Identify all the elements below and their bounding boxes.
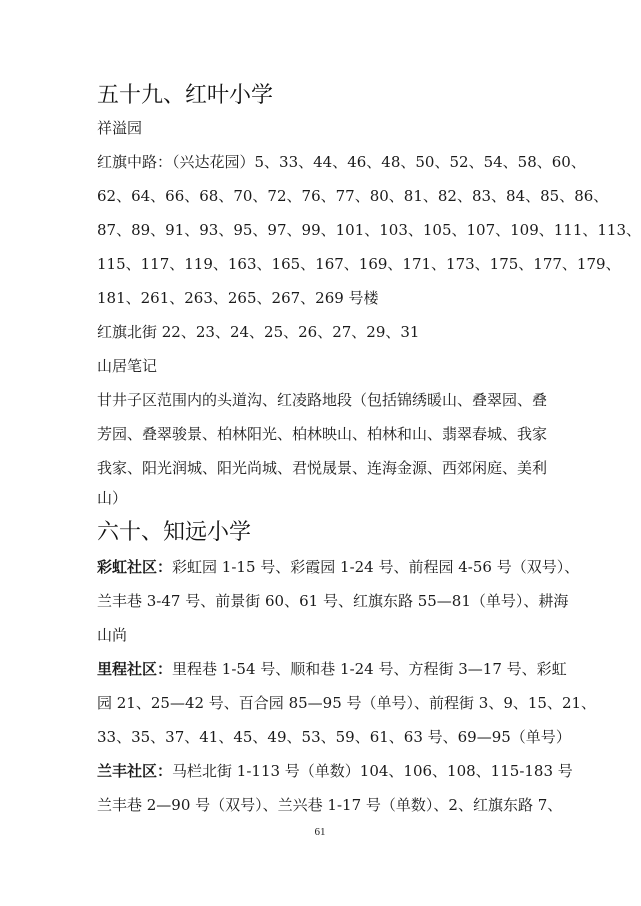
community-line xyxy=(97,658,567,680)
text-line: 115、117、119、163、165、167、169、171、173、175、177、179、 xyxy=(97,255,621,273)
community-text: 彩虹园 1-15 号、彩霞园 1-24 号、前程园 4-56 号（双号）、 xyxy=(172,558,580,576)
text-line: 红旗中路：（兴达花园）5、33、44、46、48、50、52、54、58、60、 xyxy=(97,153,586,171)
text-line: 181、261、263、265、267、269 号楼 xyxy=(97,289,379,307)
text-line: 62、64、66、68、70、72、76、77、80、81、82、83、84、85、86、 xyxy=(97,187,609,205)
community-label: 里程社区： xyxy=(97,660,173,678)
section-heading: 五十九、红叶小学 xyxy=(97,83,274,108)
text-line: 红旗北街 22、23、24、25、26、27、29、31 xyxy=(97,323,420,341)
text-line: 芳园、叠翠骏景、柏林阳光、柏林映山、柏林和山、翡翠春城、我家 xyxy=(97,425,548,443)
text-line: 33、35、37、41、45、49、53、59、61、63 号、69—95（单号） xyxy=(97,728,571,746)
page-number: 61 xyxy=(314,826,326,838)
text-line: 兰丰巷 3-47 号、前景街 60、61 号、红旗东路 55—81（单号）、耕海 xyxy=(97,592,569,610)
text-line: 山尚 xyxy=(97,626,128,644)
community-line xyxy=(97,556,580,578)
text-line: 祥溢园 xyxy=(97,119,143,137)
text-line: 山） xyxy=(97,489,128,507)
text-line: 山居笔记 xyxy=(97,357,158,375)
community-label: 彩虹社区： xyxy=(97,558,173,576)
text-line: 甘井子区范围内的头道沟、红凌路地段（包括锦绣暖山、叠翠园、叠 xyxy=(97,391,548,409)
section-heading: 六十、知远小学 xyxy=(97,520,252,545)
community-label: 兰丰社区： xyxy=(97,762,173,780)
community-text: 里程巷 1-54 号、顺和巷 1-24 号、方程街 3—17 号、彩虹 xyxy=(172,660,567,678)
text-line: 我家、阳光润城、阳光尚城、君悦晟景、连海金源、西郊闲庭、美利 xyxy=(97,459,548,477)
text-line: 兰丰巷 2—90 号（双号）、兰兴巷 1-17 号（单数）、2、红旗东路 7、 xyxy=(97,796,563,814)
community-text: 马栏北街 1-113 号（单数）104、106、108、115-183 号 xyxy=(172,762,573,780)
text-line: 园 21、25—42 号、百合园 85—95 号（单号）、前程街 3、9、15、21、 xyxy=(97,694,597,712)
community-line xyxy=(97,760,573,782)
text-line: 87、89、91、93、95、97、99、101、103、105、107、109、111、113、 xyxy=(97,221,641,239)
